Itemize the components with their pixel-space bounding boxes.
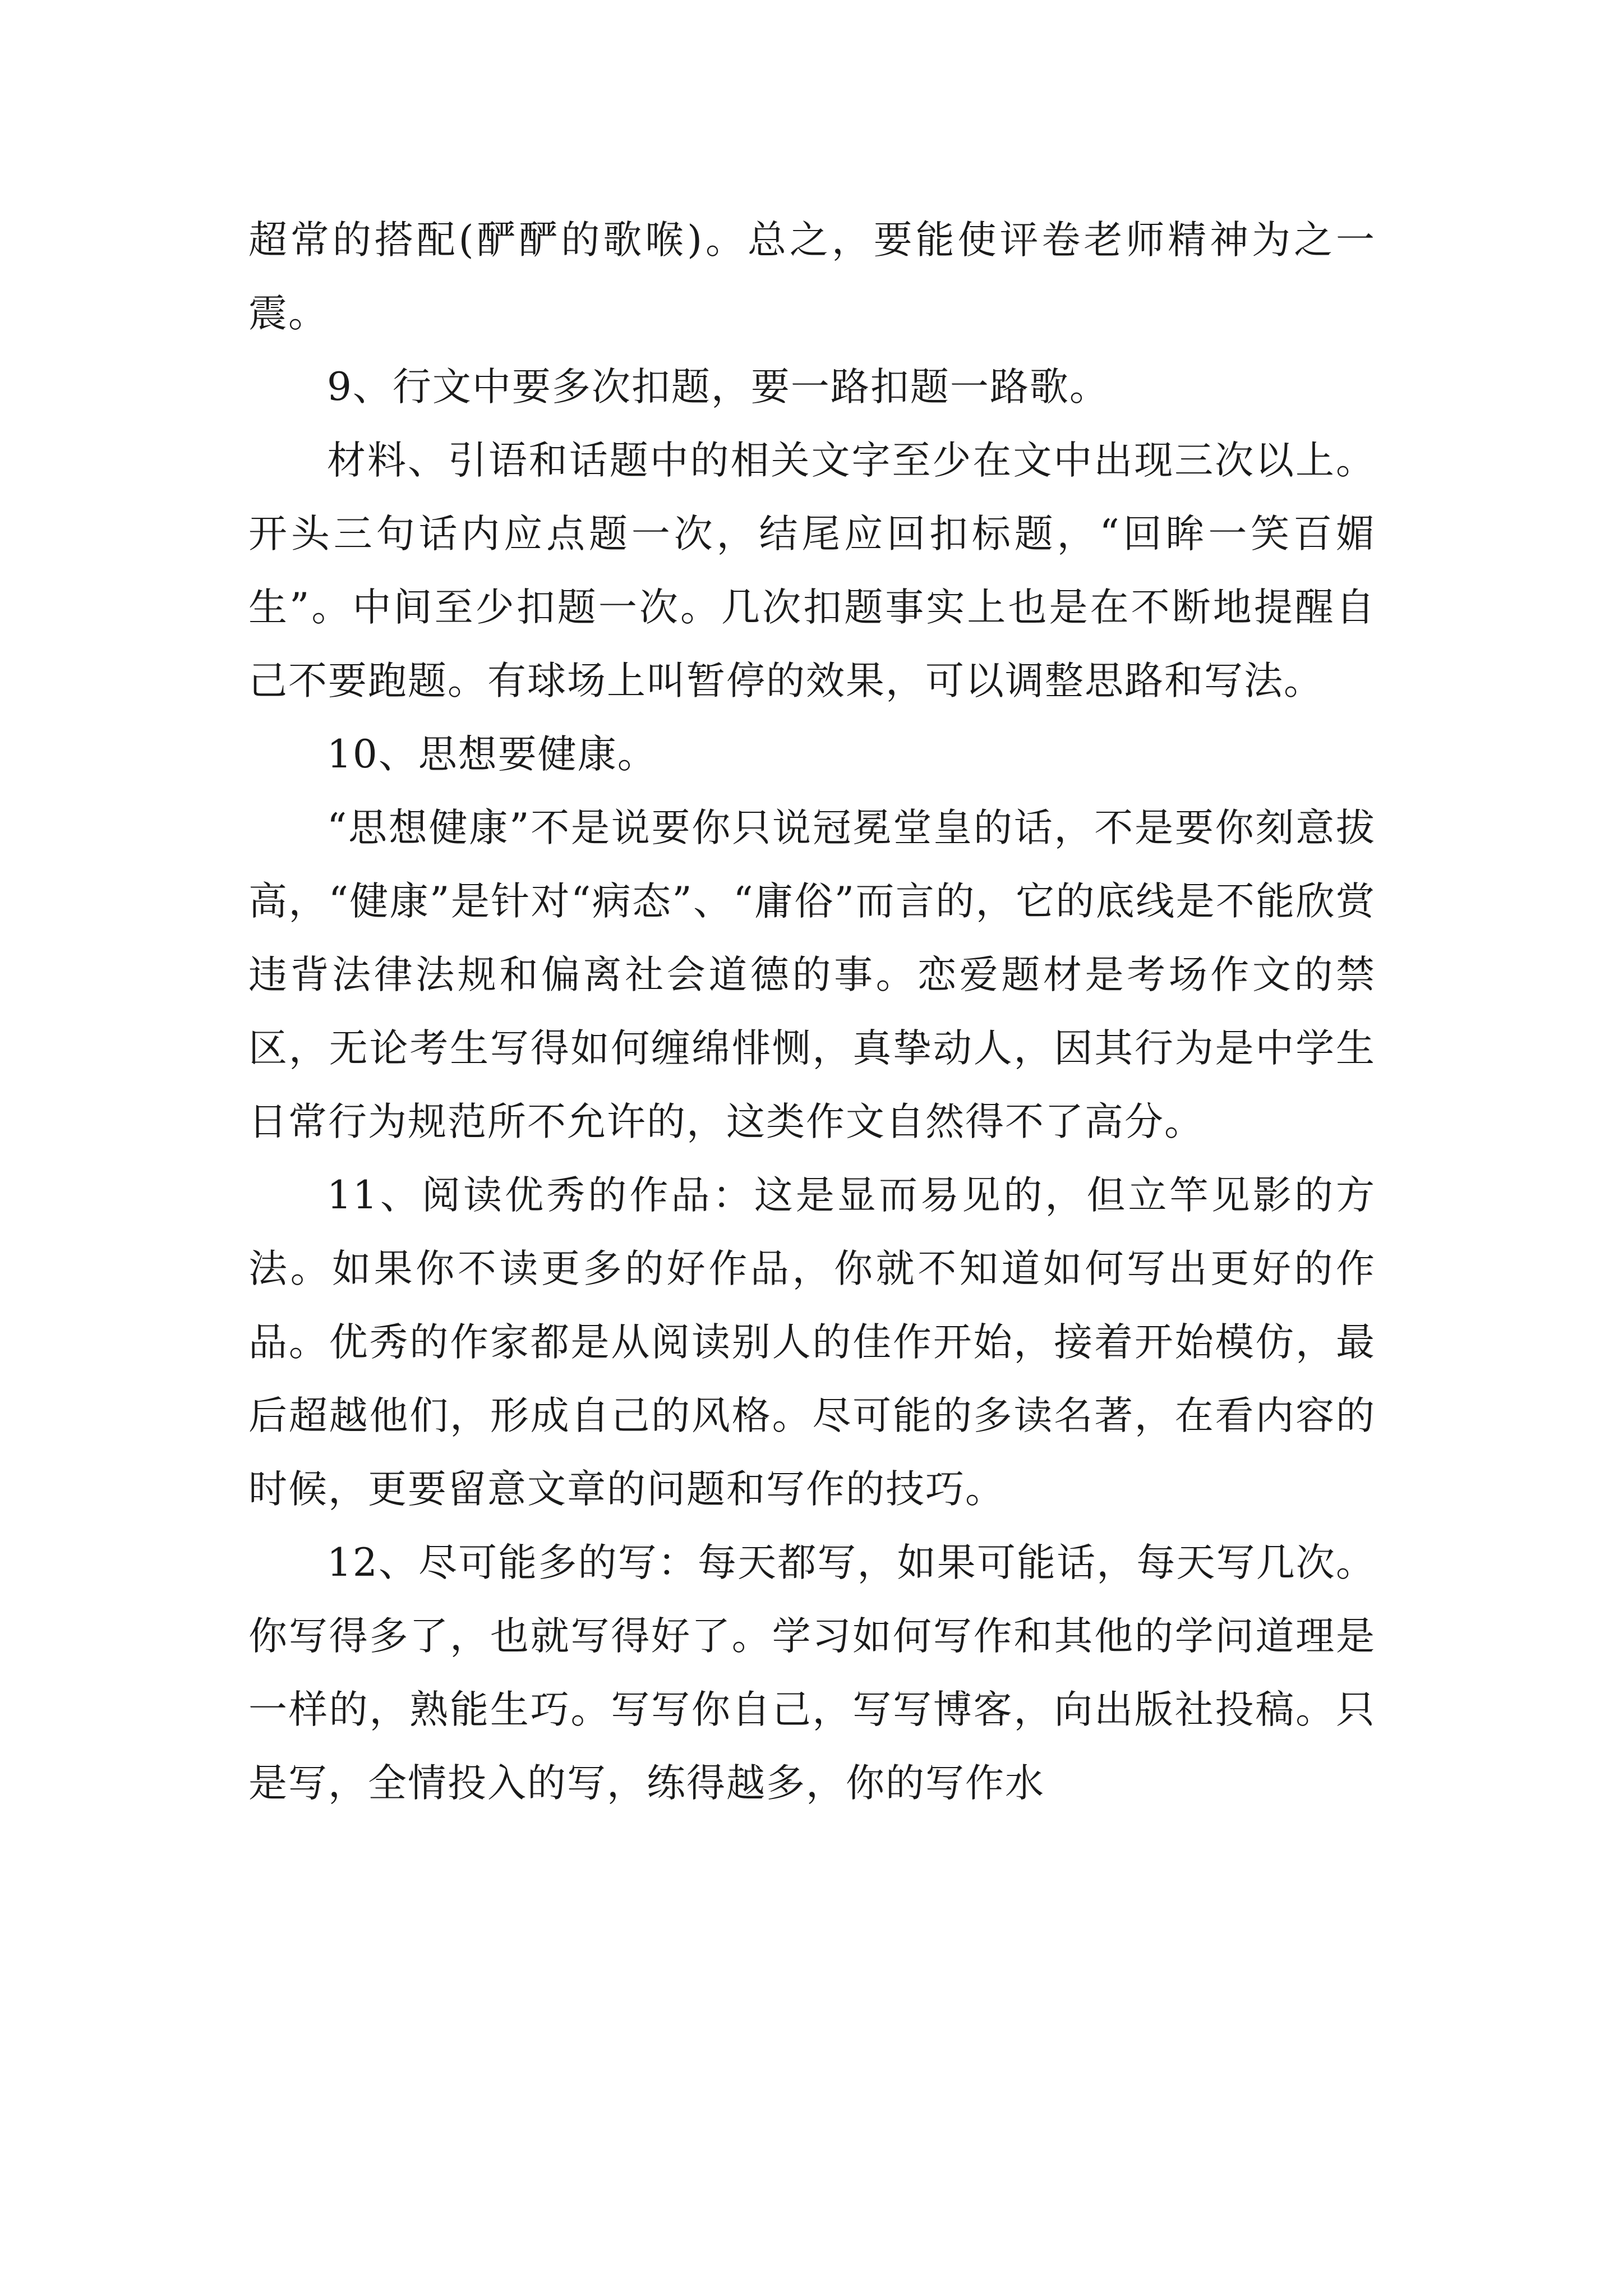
document-body [248,204,1376,1820]
paragraph-point-10-heading: 10、思想要健康。 [327,732,657,777]
paragraph-point-11: 11、阅读优秀的作品：这是显而易见的，但立竿见影的方法。如果你不读更多的好作品，你就不知道如何写出更好的作品。优秀的作家都是从阅读别人的佳作开始，接着开始模仿，最后超越他们，形成自己的风格。尽可能的多读名著，在看内容的时候，更要留意文章的问题和写作的技巧。 [248,1173,1376,1512]
paragraph-point-10-body: “思想健康”不是说要你只说冠冕堂皇的话，不是要你刻意拔高，“健康”是针对“病态”、“庸俗”而言的，它的底线是不能欣赏违背法律法规和偏离社会道德的事。恋爱题材是考场作文的禁区，无论考生写得如何缠绵悱恻，真挚动人，因其行为是中学生日常行为规范所不允许的，这类作文自然得不了高分。 [248,806,1376,1144]
paragraph-point-12: 12、尽可能多的写：每天都写，如果可能话，每天写几次。你写得多了，也就写得好了。学习如何写作和其他的学问道理是一样的，熟能生巧。写写你自己，写写博客，向出版社投稿。只是写，全情投入的写，练得越多，你的写作水 [248,1540,1376,1806]
paragraph-point-9-body: 材料、引语和话题中的相关文字至少在文中出现三次以上。开头三句话内应点题一次，结尾应回扣标题，“回眸一笑百媚生”。中间至少扣题一次。几次扣题事实上也是在不断地提醒自己不要跑题。有球场上叫暂停的效果，可以调整思路和写法。 [248,438,1376,703]
paragraph-point-9-heading: 9、行文中要多次扣题，要一路扣题一路歌。 [327,365,1109,409]
paragraph-continuation: 超常的搭配(酽酽的歌喉)。总之，要能使评卷老师精神为之一震。 [248,218,1376,336]
